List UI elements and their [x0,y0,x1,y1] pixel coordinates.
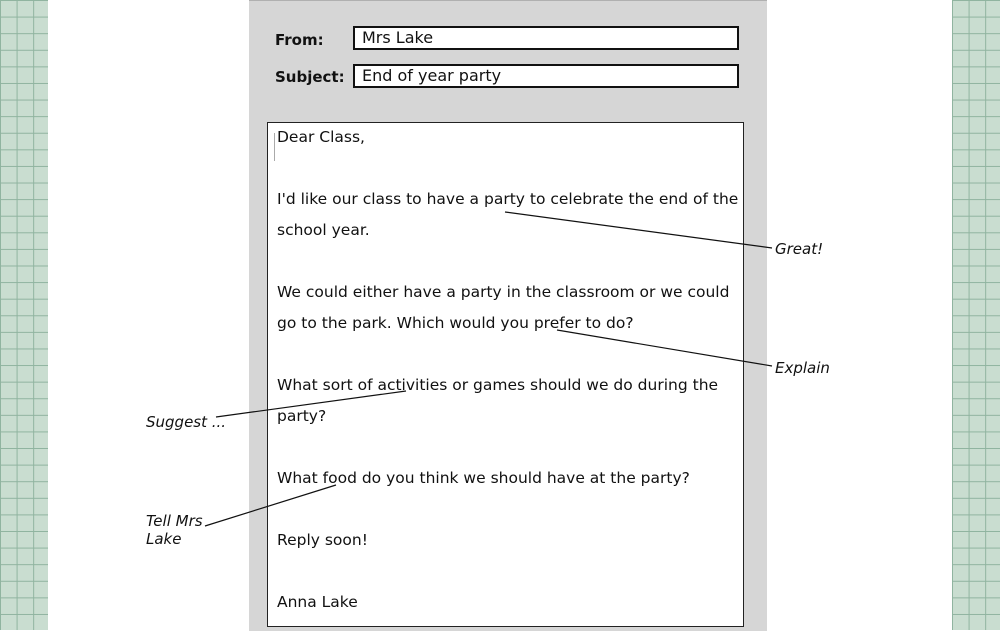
body-line: school year. [277,221,370,239]
body-line: I'd like our class to have a party to celebrate the end of the [277,190,739,208]
tell-pointer-line [205,485,336,526]
from-label: From: [275,31,324,49]
annotation-great: Great! [775,240,824,258]
annotation-tell [146,512,203,548]
closing-line: Reply soon! [277,531,368,549]
subject-field[interactable]: End of year party [353,64,739,88]
annotation-tell-line1: Tell Mrs [146,512,203,530]
body-line: party? [277,407,327,425]
from-field[interactable]: Mrs Lake [353,26,739,50]
body-line: We could either have a party in the classroom or we could [277,283,730,301]
body-line: go to the park. Which would you prefer to do? [277,314,634,332]
annotation-tell-line2: Lake [146,530,182,548]
signature-line: Anna Lake [277,593,358,611]
great-pointer-line [505,212,772,248]
body-line: What sort of activities or games should we do during the [277,376,719,394]
subject-label: Subject: [275,68,345,86]
explain-pointer-line [557,330,772,366]
suggest-pointer-line [216,391,406,417]
body-line: What food do you think we should have at the party? [277,469,690,487]
annotation-suggest: Suggest ... [146,413,227,431]
greeting-line: Dear Class, [277,128,365,146]
annotation-explain: Explain [775,359,830,377]
